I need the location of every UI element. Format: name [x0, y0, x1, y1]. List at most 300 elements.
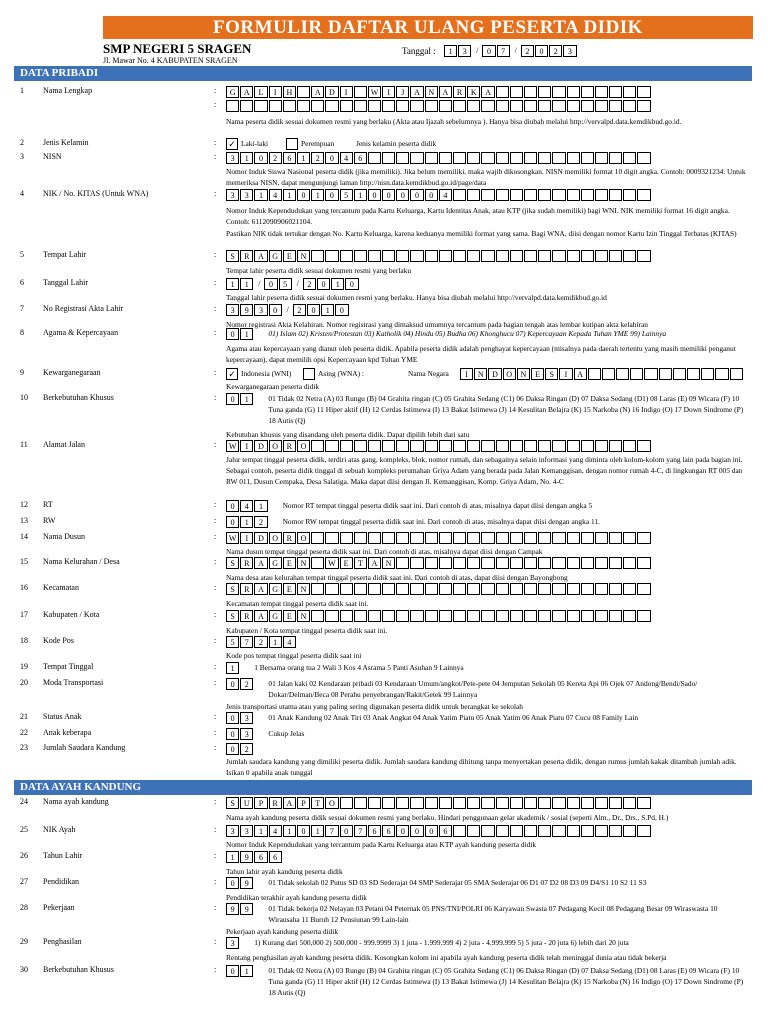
char-box[interactable]: 0 — [425, 825, 438, 837]
char-box[interactable] — [368, 583, 381, 595]
value-boxes[interactable] — [226, 662, 240, 674]
char-box[interactable]: D — [254, 440, 267, 452]
char-box[interactable] — [453, 797, 466, 809]
char-box[interactable]: 0 — [297, 189, 310, 201]
char-box[interactable] — [637, 583, 650, 595]
char-box[interactable] — [552, 532, 565, 544]
char-box[interactable]: R — [240, 583, 253, 595]
char-box[interactable] — [496, 557, 509, 569]
akta-number-boxes[interactable] — [226, 304, 350, 316]
char-box[interactable]: 2 — [254, 516, 267, 528]
char-box[interactable] — [368, 532, 381, 544]
checkbox-option-1[interactable]: ✓ — [226, 138, 238, 150]
char-box[interactable]: S — [545, 368, 558, 380]
char-box[interactable] — [637, 610, 650, 622]
char-box[interactable]: I — [240, 440, 253, 452]
char-box[interactable]: W — [226, 532, 239, 544]
char-box[interactable] — [354, 583, 367, 595]
char-box[interactable] — [453, 825, 466, 837]
char-box[interactable]: J — [396, 86, 409, 98]
char-box[interactable] — [595, 440, 608, 452]
char-box[interactable] — [467, 532, 480, 544]
char-box[interactable] — [354, 610, 367, 622]
char-box[interactable] — [623, 86, 636, 98]
char-box[interactable] — [567, 557, 580, 569]
char-box[interactable] — [602, 368, 615, 380]
char-box[interactable]: E — [340, 557, 353, 569]
char-box[interactable] — [382, 440, 395, 452]
char-box[interactable] — [325, 532, 338, 544]
char-box[interactable]: 9 — [240, 903, 253, 915]
char-box[interactable] — [637, 440, 650, 452]
char-box[interactable]: W — [368, 86, 381, 98]
char-box[interactable] — [410, 100, 423, 112]
char-box[interactable]: 2 — [293, 304, 306, 316]
char-box[interactable] — [659, 368, 672, 380]
char-box[interactable]: N — [425, 86, 438, 98]
char-box[interactable] — [368, 250, 381, 262]
char-box[interactable] — [496, 100, 509, 112]
char-box[interactable]: A — [254, 583, 267, 595]
char-box[interactable] — [538, 152, 551, 164]
char-box[interactable] — [410, 440, 423, 452]
char-box[interactable] — [637, 100, 650, 112]
char-box[interactable] — [581, 440, 594, 452]
char-box[interactable] — [524, 610, 537, 622]
date-box[interactable]: 0 — [345, 278, 358, 290]
char-box[interactable]: N — [517, 368, 530, 380]
char-box[interactable]: G — [269, 610, 282, 622]
char-box[interactable] — [439, 152, 452, 164]
char-box[interactable] — [552, 86, 565, 98]
char-box[interactable]: 6 — [382, 825, 395, 837]
char-box[interactable]: 0 — [226, 328, 239, 340]
char-box[interactable] — [538, 610, 551, 622]
char-box[interactable] — [382, 152, 395, 164]
char-box[interactable] — [595, 610, 608, 622]
char-box[interactable]: 0 — [368, 189, 381, 201]
char-box[interactable]: 4 — [340, 152, 353, 164]
char-box[interactable] — [595, 250, 608, 262]
char-box[interactable] — [368, 797, 381, 809]
value-boxes[interactable] — [226, 189, 652, 201]
char-box[interactable] — [481, 532, 494, 544]
char-box[interactable] — [510, 250, 523, 262]
char-box[interactable]: 0 — [226, 712, 239, 724]
char-box[interactable] — [581, 189, 594, 201]
char-box[interactable] — [368, 610, 381, 622]
char-box[interactable] — [481, 610, 494, 622]
char-box[interactable] — [567, 610, 580, 622]
date-box[interactable]: 7 — [497, 45, 510, 57]
char-box[interactable]: 1 — [321, 304, 334, 316]
char-box[interactable] — [609, 189, 622, 201]
char-box[interactable] — [595, 825, 608, 837]
char-box[interactable]: 0 — [410, 189, 423, 201]
char-box[interactable]: 0 — [396, 189, 409, 201]
char-box[interactable] — [382, 583, 395, 595]
char-box[interactable]: 1 — [311, 189, 324, 201]
char-box[interactable]: U — [240, 797, 253, 809]
char-box[interactable] — [354, 797, 367, 809]
char-box[interactable] — [496, 797, 509, 809]
char-box[interactable] — [325, 583, 338, 595]
char-box[interactable] — [410, 152, 423, 164]
char-box[interactable] — [382, 532, 395, 544]
char-box[interactable]: 1 — [240, 965, 253, 977]
char-box[interactable]: 0 — [226, 743, 239, 755]
char-box[interactable]: O — [325, 797, 338, 809]
char-box[interactable] — [623, 440, 636, 452]
char-box[interactable]: 4 — [439, 189, 452, 201]
char-box[interactable] — [510, 189, 523, 201]
char-box[interactable]: A — [254, 557, 267, 569]
value-boxes[interactable] — [226, 250, 652, 262]
value-boxes[interactable] — [226, 393, 254, 405]
char-box[interactable]: R — [240, 250, 253, 262]
char-box[interactable]: H — [283, 86, 296, 98]
char-box[interactable]: I — [559, 368, 572, 380]
char-box[interactable] — [567, 189, 580, 201]
char-box[interactable] — [396, 100, 409, 112]
char-box[interactable] — [609, 797, 622, 809]
char-box[interactable] — [524, 100, 537, 112]
char-box[interactable] — [410, 532, 423, 544]
char-box[interactable] — [496, 583, 509, 595]
char-box[interactable] — [354, 532, 367, 544]
char-box[interactable] — [254, 100, 267, 112]
char-box[interactable]: 3 — [226, 304, 239, 316]
char-box[interactable] — [623, 532, 636, 544]
char-box[interactable] — [609, 440, 622, 452]
char-box[interactable] — [567, 86, 580, 98]
checkbox-option-1[interactable]: ✓ — [226, 368, 238, 380]
value-boxes[interactable] — [226, 678, 254, 690]
char-box[interactable] — [396, 797, 409, 809]
char-box[interactable] — [637, 189, 650, 201]
char-box[interactable] — [439, 557, 452, 569]
char-box[interactable] — [567, 250, 580, 262]
char-box[interactable] — [410, 610, 423, 622]
char-box[interactable]: N — [297, 610, 310, 622]
char-box[interactable]: 2 — [254, 636, 267, 648]
char-box[interactable] — [425, 583, 438, 595]
char-box[interactable]: R — [283, 440, 296, 452]
char-box[interactable]: A — [311, 86, 324, 98]
char-box[interactable] — [439, 100, 452, 112]
char-box[interactable] — [623, 152, 636, 164]
date-box[interactable]: 0 — [264, 278, 277, 290]
char-box[interactable] — [354, 100, 367, 112]
date-box[interactable]: 0 — [535, 45, 548, 57]
char-box[interactable]: K — [467, 86, 480, 98]
char-box[interactable] — [396, 610, 409, 622]
char-box[interactable]: 7 — [240, 636, 253, 648]
char-box[interactable]: A — [283, 797, 296, 809]
char-box[interactable] — [524, 583, 537, 595]
char-box[interactable] — [637, 86, 650, 98]
char-box[interactable] — [311, 250, 324, 262]
char-box[interactable] — [325, 100, 338, 112]
char-box[interactable] — [467, 100, 480, 112]
char-box[interactable] — [609, 250, 622, 262]
char-box[interactable]: N — [474, 368, 487, 380]
char-box[interactable] — [311, 440, 324, 452]
char-box[interactable]: A — [574, 368, 587, 380]
char-box[interactable] — [340, 532, 353, 544]
value-boxes[interactable] — [226, 500, 269, 512]
date-field[interactable] — [444, 45, 578, 57]
country-boxes[interactable] — [460, 368, 744, 380]
value-boxes[interactable] — [226, 712, 254, 724]
char-box[interactable] — [453, 152, 466, 164]
char-box[interactable]: I — [240, 532, 253, 544]
char-box[interactable] — [595, 100, 608, 112]
char-box[interactable]: 0 — [226, 516, 239, 528]
char-box[interactable] — [524, 86, 537, 98]
value-boxes[interactable] — [226, 516, 269, 528]
birth-date-boxes[interactable] — [226, 278, 360, 290]
char-box[interactable] — [496, 440, 509, 452]
char-box[interactable]: E — [283, 557, 296, 569]
char-box[interactable] — [524, 825, 537, 837]
char-box[interactable] — [240, 100, 253, 112]
char-box[interactable] — [439, 440, 452, 452]
char-box[interactable] — [510, 557, 523, 569]
char-box[interactable] — [510, 583, 523, 595]
char-box[interactable]: 6 — [269, 851, 282, 863]
char-box[interactable] — [340, 797, 353, 809]
char-box[interactable]: 4 — [240, 500, 253, 512]
char-box[interactable] — [439, 610, 452, 622]
date-box[interactable]: 0 — [317, 278, 330, 290]
char-box[interactable] — [311, 100, 324, 112]
char-box[interactable] — [581, 583, 594, 595]
char-box[interactable] — [368, 100, 381, 112]
value-boxes[interactable] — [226, 532, 652, 544]
char-box[interactable] — [340, 250, 353, 262]
char-box[interactable] — [538, 825, 551, 837]
char-box[interactable]: O — [297, 440, 310, 452]
char-box[interactable]: P — [254, 797, 267, 809]
char-box[interactable] — [552, 250, 565, 262]
char-box[interactable] — [524, 152, 537, 164]
checkbox-option-2[interactable] — [303, 368, 315, 380]
char-box[interactable] — [609, 532, 622, 544]
char-box[interactable] — [567, 100, 580, 112]
name-boxes-line2[interactable] — [226, 100, 652, 112]
value-boxes[interactable] — [226, 825, 652, 837]
char-box[interactable] — [481, 583, 494, 595]
value-boxes[interactable] — [226, 636, 297, 648]
char-box[interactable]: 0 — [226, 678, 239, 690]
char-box[interactable] — [581, 557, 594, 569]
char-box[interactable] — [595, 152, 608, 164]
char-box[interactable]: 0 — [340, 825, 353, 837]
char-box[interactable]: E — [531, 368, 544, 380]
char-box[interactable] — [340, 610, 353, 622]
char-box[interactable]: W — [325, 557, 338, 569]
char-box[interactable]: 2 — [240, 678, 253, 690]
char-box[interactable] — [538, 557, 551, 569]
value-boxes[interactable] — [226, 965, 254, 977]
char-box[interactable] — [552, 610, 565, 622]
char-box[interactable] — [425, 440, 438, 452]
char-box[interactable] — [396, 557, 409, 569]
char-box[interactable] — [311, 610, 324, 622]
char-box[interactable] — [425, 100, 438, 112]
char-box[interactable] — [467, 797, 480, 809]
char-box[interactable]: 9 — [240, 304, 253, 316]
char-box[interactable] — [311, 532, 324, 544]
char-box[interactable] — [396, 532, 409, 544]
char-box[interactable] — [609, 86, 622, 98]
char-box[interactable] — [637, 825, 650, 837]
char-box[interactable]: 1 — [283, 189, 296, 201]
char-box[interactable]: D — [254, 532, 267, 544]
char-box[interactable] — [354, 86, 367, 98]
char-box[interactable]: 1 — [254, 189, 267, 201]
char-box[interactable] — [552, 825, 565, 837]
char-box[interactable] — [410, 797, 423, 809]
char-box[interactable] — [538, 797, 551, 809]
char-box[interactable] — [297, 100, 310, 112]
char-box[interactable]: G — [226, 86, 239, 98]
char-box[interactable] — [538, 250, 551, 262]
char-box[interactable] — [311, 557, 324, 569]
char-box[interactable]: 3 — [240, 728, 253, 740]
name-boxes-line1[interactable] — [226, 86, 652, 98]
char-box[interactable]: D — [488, 368, 501, 380]
char-box[interactable] — [581, 610, 594, 622]
char-box[interactable] — [623, 100, 636, 112]
char-box[interactable] — [481, 152, 494, 164]
char-box[interactable] — [715, 368, 728, 380]
char-box[interactable] — [524, 557, 537, 569]
value-boxes[interactable] — [226, 583, 652, 595]
char-box[interactable] — [410, 250, 423, 262]
char-box[interactable] — [226, 100, 239, 112]
char-box[interactable]: R — [240, 610, 253, 622]
char-box[interactable]: E — [283, 250, 296, 262]
char-box[interactable]: L — [254, 86, 267, 98]
char-box[interactable] — [439, 797, 452, 809]
char-box[interactable] — [623, 825, 636, 837]
char-box[interactable]: 1 — [269, 636, 282, 648]
char-box[interactable] — [481, 797, 494, 809]
char-box[interactable]: 0 — [325, 152, 338, 164]
char-box[interactable] — [567, 583, 580, 595]
char-box[interactable]: R — [269, 797, 282, 809]
char-box[interactable]: G — [269, 583, 282, 595]
char-box[interactable]: O — [269, 440, 282, 452]
char-box[interactable] — [644, 368, 657, 380]
char-box[interactable]: 2 — [240, 743, 253, 755]
char-box[interactable] — [687, 368, 700, 380]
char-box[interactable] — [730, 368, 743, 380]
char-box[interactable] — [439, 532, 452, 544]
char-box[interactable] — [623, 610, 636, 622]
char-box[interactable] — [637, 532, 650, 544]
char-box[interactable] — [567, 797, 580, 809]
char-box[interactable]: 0 — [425, 189, 438, 201]
char-box[interactable] — [453, 583, 466, 595]
char-box[interactable]: S — [226, 797, 239, 809]
char-box[interactable]: P — [297, 797, 310, 809]
char-box[interactable]: W — [226, 440, 239, 452]
char-box[interactable]: 0 — [325, 189, 338, 201]
char-box[interactable] — [595, 583, 608, 595]
char-box[interactable]: E — [283, 583, 296, 595]
char-box[interactable] — [453, 440, 466, 452]
char-box[interactable] — [425, 152, 438, 164]
char-box[interactable]: R — [453, 86, 466, 98]
char-box[interactable]: T — [311, 797, 324, 809]
char-box[interactable] — [538, 440, 551, 452]
char-box[interactable]: 4 — [283, 636, 296, 648]
value-boxes[interactable] — [226, 797, 652, 809]
char-box[interactable] — [581, 100, 594, 112]
char-box[interactable] — [425, 532, 438, 544]
char-box[interactable] — [510, 86, 523, 98]
char-box[interactable]: 0 — [254, 152, 267, 164]
char-box[interactable] — [396, 583, 409, 595]
char-box[interactable]: I — [382, 86, 395, 98]
char-box[interactable] — [496, 610, 509, 622]
char-box[interactable] — [595, 189, 608, 201]
char-box[interactable] — [410, 583, 423, 595]
char-box[interactable] — [595, 86, 608, 98]
char-box[interactable]: 3 — [226, 937, 239, 949]
char-box[interactable] — [467, 610, 480, 622]
char-box[interactable]: 7 — [325, 825, 338, 837]
char-box[interactable]: 3 — [240, 189, 253, 201]
char-box[interactable] — [467, 250, 480, 262]
char-box[interactable] — [481, 100, 494, 112]
char-box[interactable]: S — [226, 610, 239, 622]
char-box[interactable]: 3 — [254, 304, 267, 316]
char-box[interactable] — [481, 825, 494, 837]
char-box[interactable] — [609, 583, 622, 595]
char-box[interactable]: R — [283, 532, 296, 544]
char-box[interactable]: A — [439, 86, 452, 98]
char-box[interactable] — [467, 440, 480, 452]
char-box[interactable]: 1 — [226, 662, 239, 674]
char-box[interactable] — [701, 368, 714, 380]
char-box[interactable] — [567, 152, 580, 164]
char-box[interactable]: 1 — [240, 328, 253, 340]
char-box[interactable] — [510, 797, 523, 809]
char-box[interactable]: 0 — [269, 304, 282, 316]
char-box[interactable]: 3 — [240, 712, 253, 724]
char-box[interactable] — [673, 368, 686, 380]
char-box[interactable]: 1 — [226, 851, 239, 863]
char-box[interactable]: 6 — [439, 825, 452, 837]
char-box[interactable]: 1 — [254, 500, 267, 512]
char-box[interactable] — [453, 100, 466, 112]
char-box[interactable] — [510, 610, 523, 622]
value-boxes[interactable] — [226, 851, 283, 863]
char-box[interactable] — [510, 825, 523, 837]
date-box[interactable]: 3 — [458, 45, 471, 57]
char-box[interactable] — [340, 583, 353, 595]
char-box[interactable]: 5 — [340, 189, 353, 201]
char-box[interactable]: 1 — [283, 825, 296, 837]
char-box[interactable] — [425, 250, 438, 262]
char-box[interactable]: 0 — [297, 825, 310, 837]
char-box[interactable] — [481, 440, 494, 452]
char-box[interactable]: O — [269, 532, 282, 544]
